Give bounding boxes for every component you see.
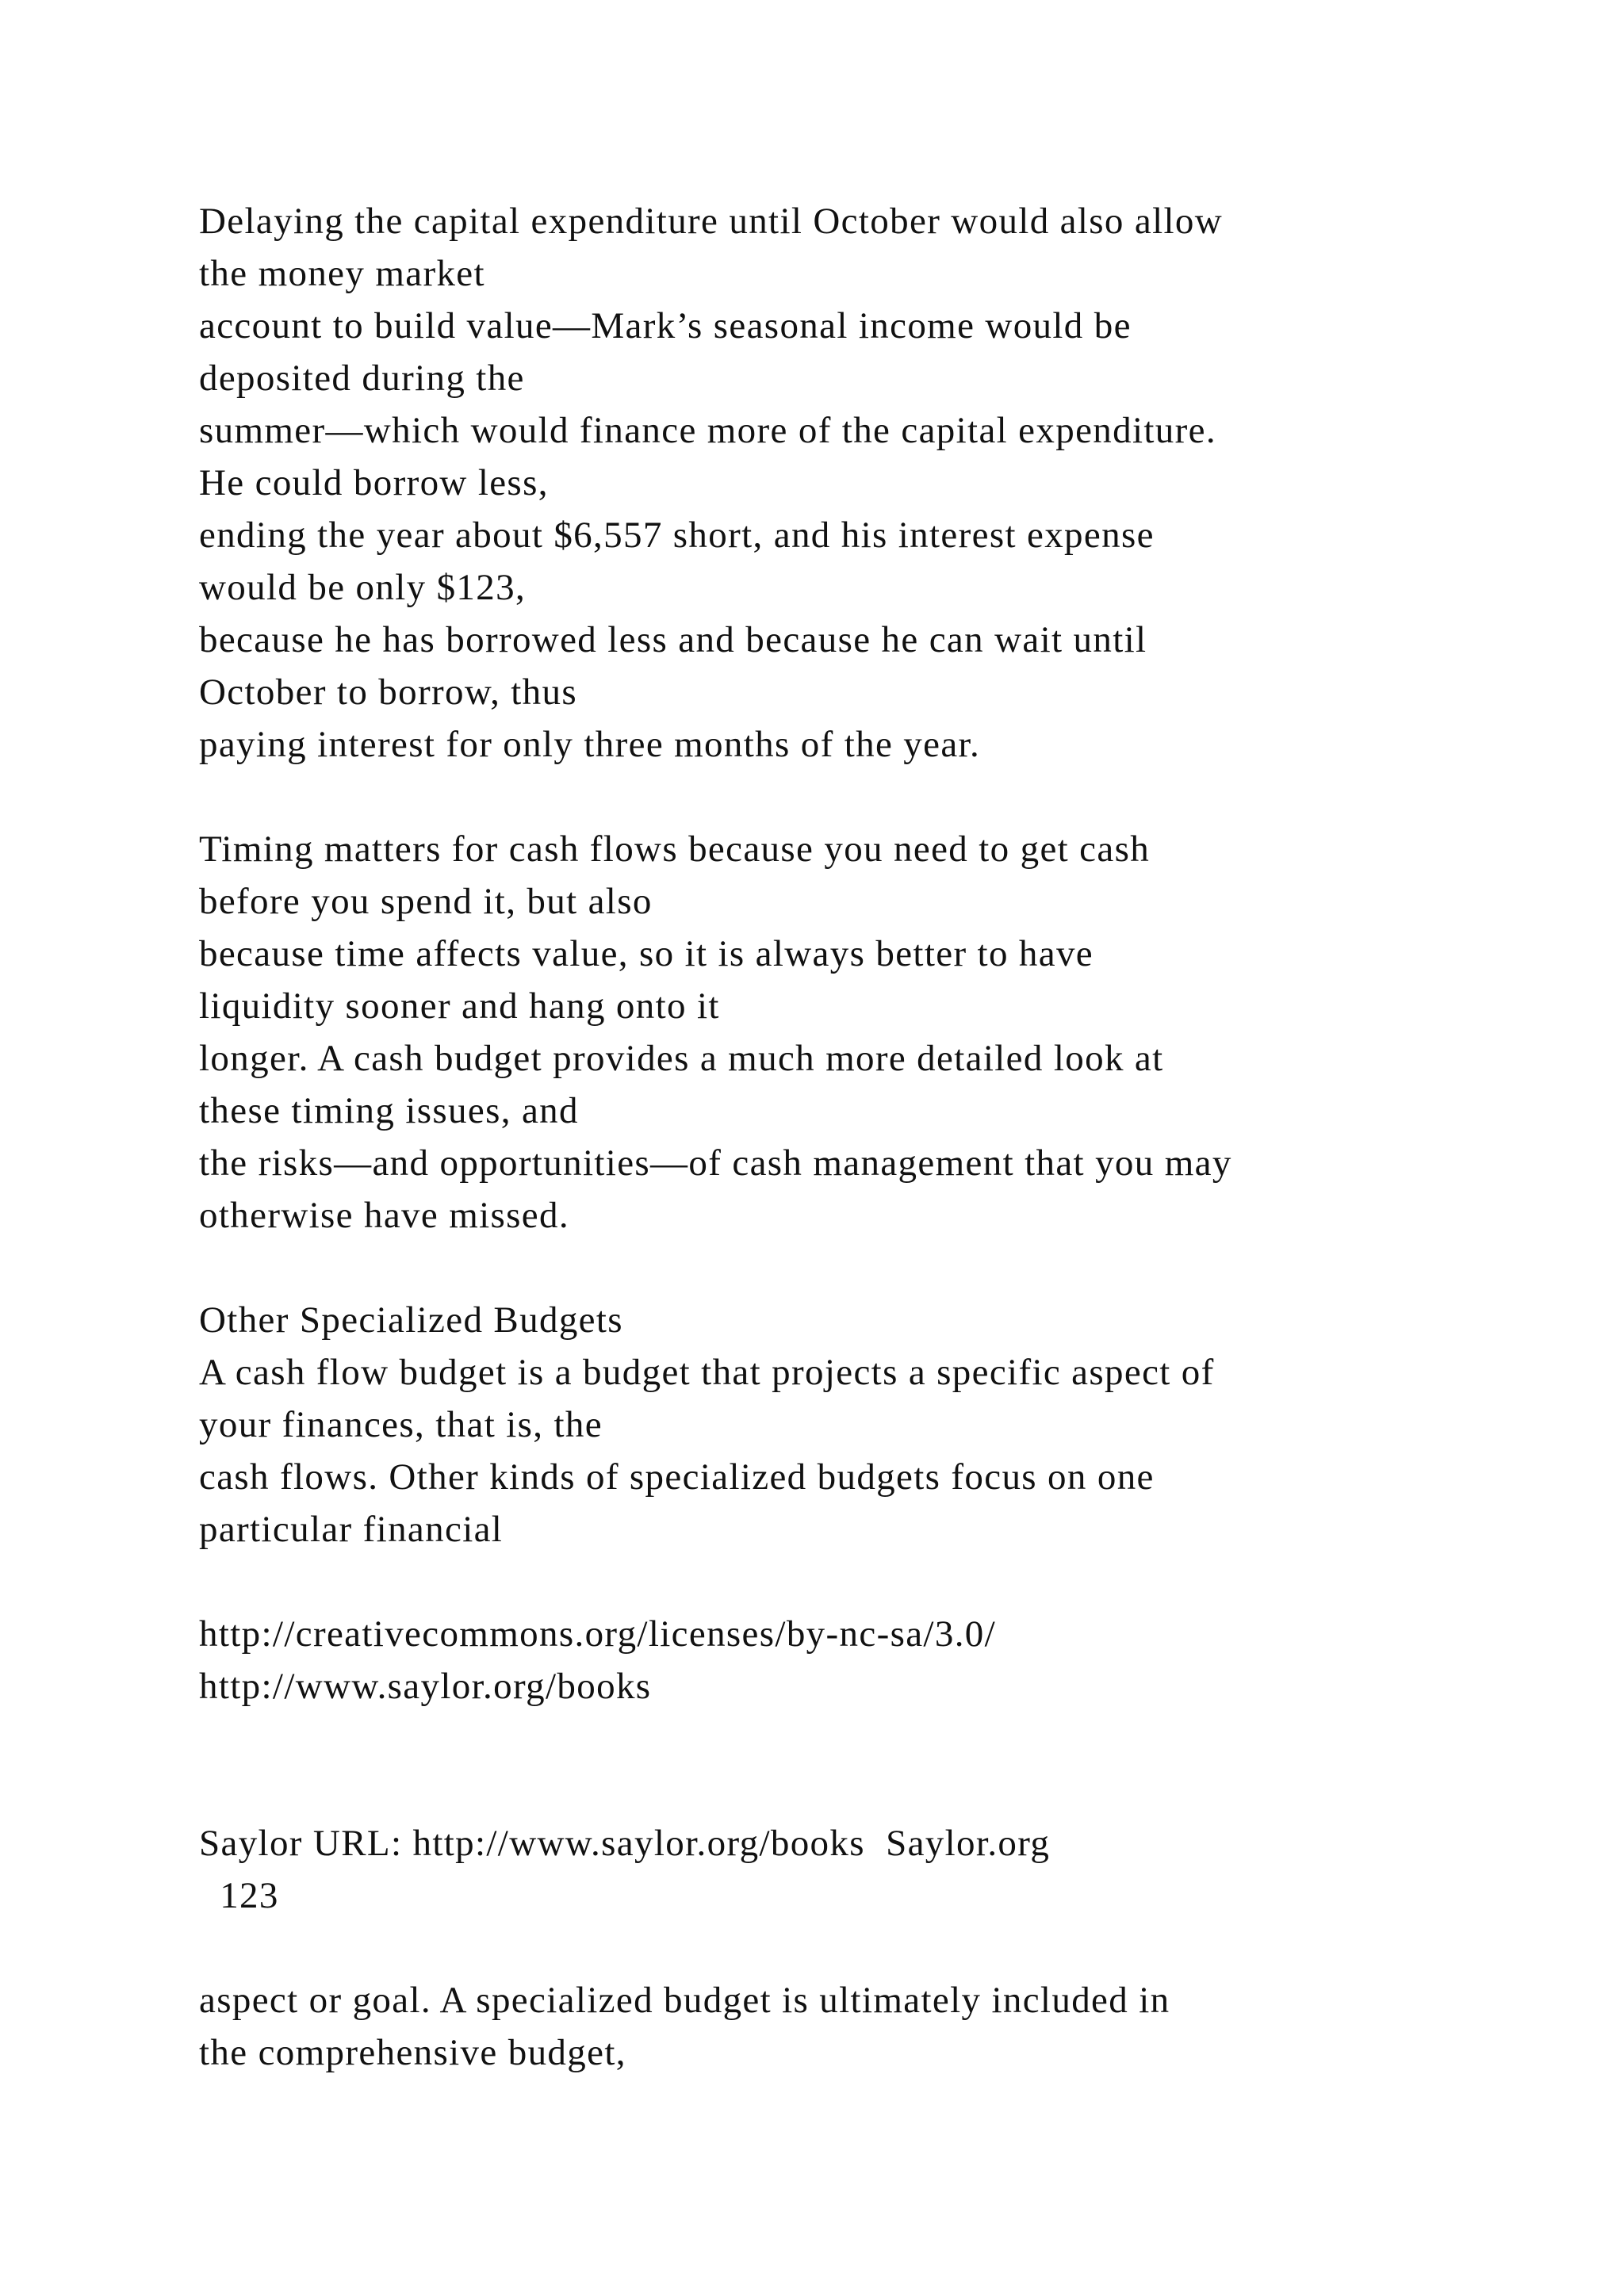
paragraph-2-line-3: because time affects value, so it is always better to have [199, 933, 1094, 974]
paragraph-4-line-2: the comprehensive budget, [199, 2032, 626, 2073]
books-url: http://www.saylor.org/books [199, 1666, 652, 1707]
page-number: 123 [199, 1875, 279, 1916]
paragraph-1-line-6: He could borrow less, [199, 462, 549, 503]
paragraph-3-line-3: cash flows. Other kinds of specialized budgets focus on one [199, 1456, 1155, 1498]
paragraph-2-line-4: liquidity sooner and hang onto it [199, 985, 720, 1027]
paragraph-1-line-5: summer—which would finance more of the capital expenditure. [199, 410, 1216, 451]
paragraph-1-line-2: the money market [199, 253, 485, 294]
page-footer: Saylor URL: http://www.saylor.org/books Saylor.org [199, 1823, 1051, 1864]
paragraph-1-line-8: would be only $123, [199, 567, 527, 608]
paragraph-1-line-10: October to borrow, thus [199, 672, 578, 713]
paragraph-2-line-5: longer. A cash budget provides a much more detailed look at [199, 1038, 1164, 1079]
paragraph-2-line-8: otherwise have missed. [199, 1195, 569, 1236]
paragraph-3-line-2: your finances, that is, the [199, 1404, 603, 1445]
paragraph-1-line-3: account to build value—Mark’s seasonal income would be [199, 305, 1132, 346]
paragraph-2-line-2: before you spend it, but also [199, 881, 653, 922]
section-heading: Other Specialized Budgets [199, 1299, 623, 1341]
paragraph-4-line-1: aspect or goal. A specialized budget is ultimately included in [199, 1980, 1170, 2021]
paragraph-2-line-1: Timing matters for cash flows because you need to get cash [199, 828, 1151, 870]
paragraph-1-line-1: Delaying the capital expenditure until October would also allow [199, 201, 1224, 242]
paragraph-2-line-7: the risks—and opportunities—of cash management that you may [199, 1142, 1232, 1184]
paragraph-1-line-9: because he has borrowed less and because he can wait until [199, 619, 1147, 660]
paragraph-1-line-7: ending the year about $6,557 short, and his interest expense [199, 515, 1155, 556]
paragraph-1-line-11: paying interest for only three months of the year. [199, 724, 981, 765]
paragraph-3-line-1: A cash flow budget is a budget that projects a specific aspect of [199, 1352, 1215, 1393]
paragraph-3-line-4: particular financial [199, 1509, 504, 1550]
paragraph-1-line-4: deposited during the [199, 358, 525, 399]
license-url: http://creativecommons.org/licenses/by-nc-sa/3.0/ [199, 1613, 997, 1655]
paragraph-2-line-6: these timing issues, and [199, 1090, 579, 1131]
